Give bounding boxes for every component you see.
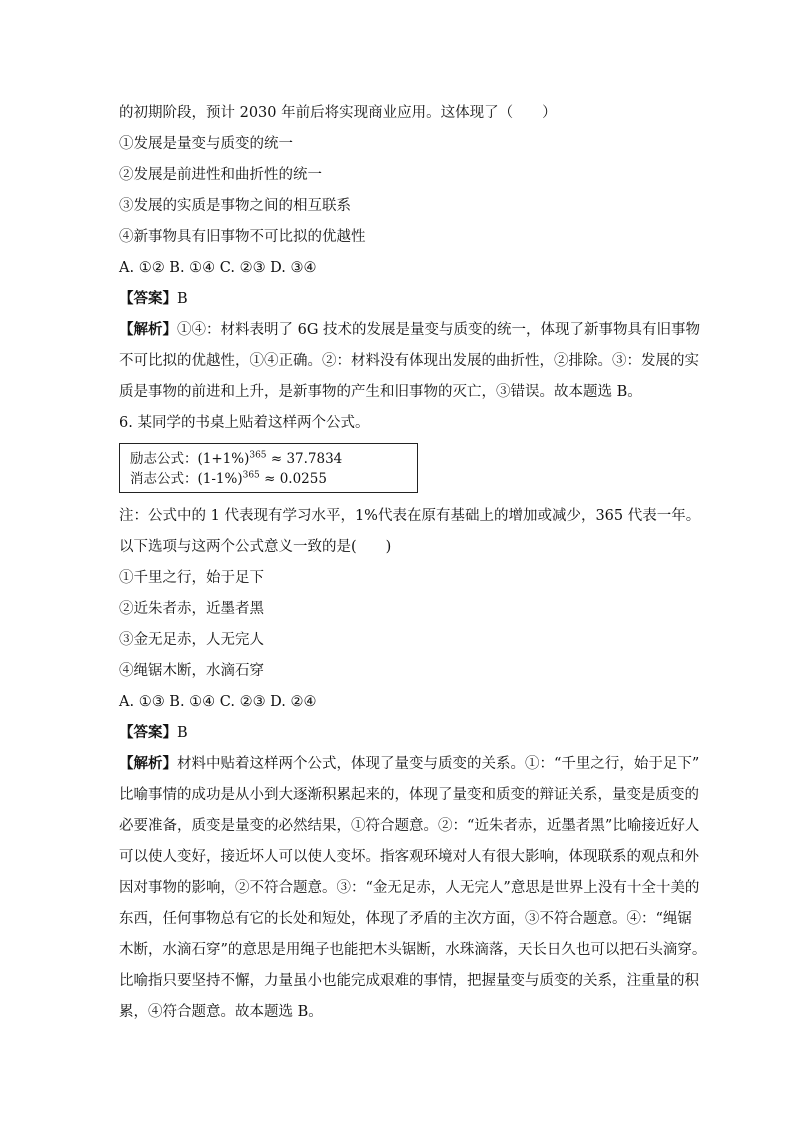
q5-analysis-line-1 bbox=[119, 320, 699, 340]
q5-option-1: ①发展是量变与质变的统一 bbox=[119, 136, 293, 152]
formula-inspire-result: ≈ 37.7834 bbox=[266, 451, 343, 467]
q6-note: 注：公式中的 1 代表现有学习水平，1%代表在原有基础上的增加或减少，365 代表一年。 bbox=[119, 508, 701, 524]
q6-analysis-line-9: 累，④符合题意。故本题选 B。 bbox=[119, 1004, 323, 1020]
formula-inspire-exponent: 365 bbox=[249, 450, 267, 461]
q6-analysis-line-6: 东西，任何事物总有它的长处和短处，体现了矛盾的主次方面，③不符合题意。④：“绳锯 bbox=[119, 911, 692, 927]
formula-discourage-base: (1-1%) bbox=[197, 471, 243, 487]
q6-option-1: ①千里之行，始于足下 bbox=[119, 570, 264, 586]
q6-analysis-line-5: 因对事物的影响，②不符合题意。③：“金无足赤，人无完人”意思是世界上没有十全十美的 bbox=[119, 880, 700, 896]
formula-discourage-label: 消志公式： bbox=[130, 471, 198, 487]
q6-analysis-line-2: 比喻事情的成功是从小到大逐渐积累起来的，体现了量变和质变的辩证关系，量变是质变的 bbox=[119, 787, 699, 803]
formula-inspire-label: 励志公式： bbox=[130, 451, 198, 467]
q6-answer-tag: 【答案】 bbox=[119, 724, 177, 741]
formula-discourage-result: ≈ 0.0255 bbox=[259, 471, 327, 487]
q5-option-4: ④新事物具有旧事物不可比拟的优越性 bbox=[119, 229, 366, 245]
q5-answer-value: B bbox=[177, 291, 188, 307]
formula-discourage-exponent: 365 bbox=[242, 470, 260, 481]
q6-analysis-line-4: 可以使人变好，接近坏人可以使人变坏。指客观环境对人有很大影响，体现联系的观点和外 bbox=[119, 849, 699, 865]
q5-analysis-tag: 【解析】 bbox=[119, 321, 177, 338]
formula-box bbox=[119, 443, 418, 493]
q6-analysis-text-1: 材料中贴着这样两个公式，体现了量变与质变的关系。①：“千里之行，始于足下” bbox=[177, 756, 700, 772]
q5-analysis-text-1: ①④：材料表明了 6G 技术的发展是量变与质变的统一，体现了新事物具有旧事物 bbox=[177, 322, 701, 338]
q5-answer bbox=[119, 289, 699, 309]
q6-answer-value: B bbox=[177, 725, 188, 741]
formula-inspire bbox=[130, 450, 342, 468]
q6-analysis-tag: 【解析】 bbox=[119, 755, 177, 772]
q5-analysis-line-2: 不可比拟的优越性，①④正确。②：材料没有体现出发展的曲折性，②排除。③：发展的实 bbox=[119, 353, 699, 369]
q6-analysis-line-8: 比喻指只要坚持不懈，力量虽小也能完成艰难的事情，把握量变与质变的关系，注重量的积 bbox=[119, 973, 699, 989]
q6-analysis-line-3: 必要准备，质变是量变的必然结果，①符合题意。②：“近朱者赤，近墨者黑”比喻接近好人 bbox=[119, 818, 700, 834]
q6-analysis-line-7: 木断，水滴石穿”的意思是用绳子也能把木头锯断，水珠滴落，天长日久也可以把石头滴穿。 bbox=[119, 942, 707, 958]
q6-option-2: ②近朱者赤，近墨者黑 bbox=[119, 601, 264, 617]
formula-inspire-base: (1+1%) bbox=[197, 451, 250, 467]
formula-discourage bbox=[130, 470, 327, 488]
q5-option-2: ②发展是前进性和曲折性的统一 bbox=[119, 167, 322, 183]
q5-analysis-line-3: 质是事物的前进和上升，是新事物的产生和旧事物的灭亡，③错误。故本题选 B。 bbox=[119, 384, 642, 400]
q5-option-3: ③发展的实质是事物之间的相互联系 bbox=[119, 198, 351, 214]
q6-choices: A. ①③ B. ①④ C. ②③ D. ②④ bbox=[119, 694, 317, 710]
q5-answer-tag: 【答案】 bbox=[119, 290, 177, 307]
q6-option-3: ③金无足赤，人无完人 bbox=[119, 632, 264, 648]
q6-stem: 6. 某同学的书桌上贴着这样两个公式。 bbox=[119, 415, 370, 431]
q5-stem-tail: 的初期阶段，预计 2030 年前后将实现商业应用。这体现了（ ） bbox=[119, 105, 557, 121]
q6-analysis-line-1 bbox=[119, 754, 699, 774]
q6-question: 以下选项与这两个公式意义一致的是( ) bbox=[119, 539, 392, 555]
q5-choices: A. ①② B. ①④ C. ②③ D. ③④ bbox=[119, 260, 317, 276]
q6-answer bbox=[119, 723, 699, 743]
q6-option-4: ④绳锯木断，水滴石穿 bbox=[119, 663, 264, 679]
